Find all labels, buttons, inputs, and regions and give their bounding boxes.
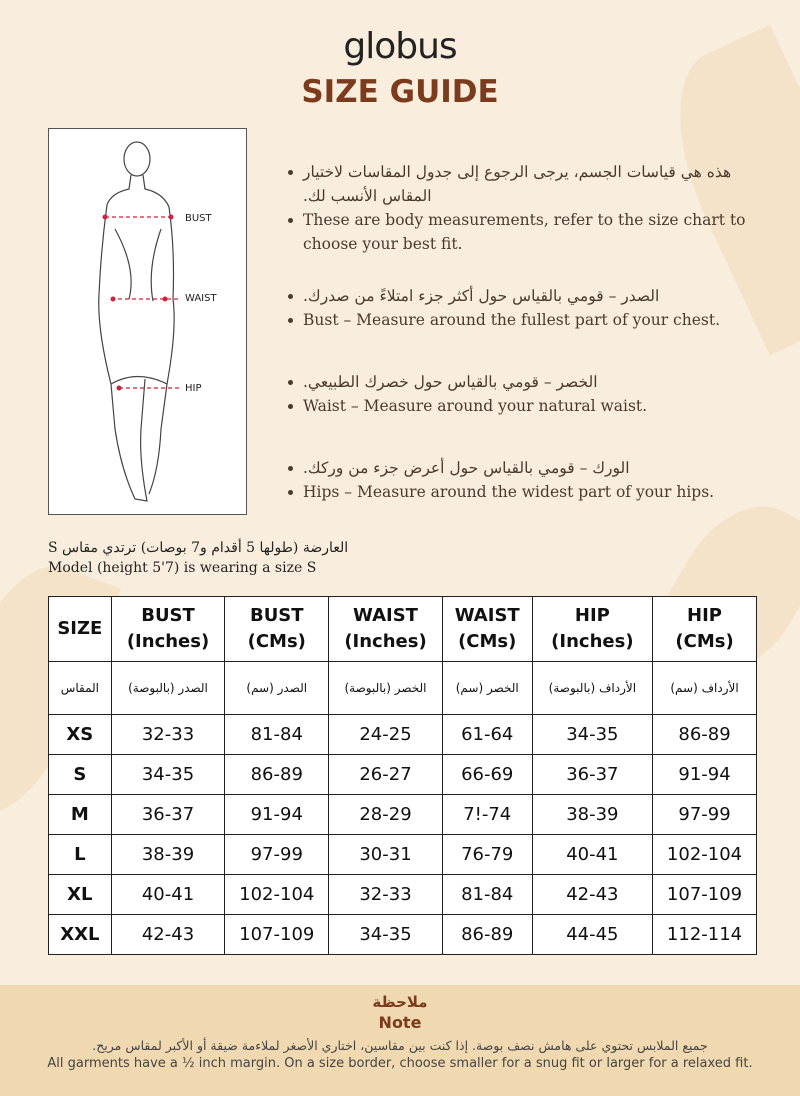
column-header-ar: الصدر (بالبوصة) [111, 662, 225, 715]
column-header [225, 597, 329, 662]
table-cell: 91-94 [653, 755, 757, 795]
table-cell: 30-31 [329, 835, 443, 875]
note-section [0, 985, 800, 1096]
instruction-en: Hips – Measure around the widest part of your hips. [303, 483, 715, 501]
header-line: SIZE [57, 618, 103, 639]
table-cell: XL [49, 875, 112, 915]
table-row [49, 915, 757, 955]
instruction-en: Bust – Measure around the fullest part of your chest. [303, 311, 720, 329]
bust-label: BUST [185, 213, 212, 224]
column-header [111, 597, 225, 662]
bullet-icon [288, 170, 293, 175]
model-info-ar: العارضة (طولها 5 أقدام و7 بوصات) ترتدي مقاس S [48, 540, 349, 556]
header-line: BUST [249, 605, 304, 626]
column-header [49, 597, 112, 662]
table-cell: 102-104 [653, 835, 757, 875]
table-cell: 86-89 [225, 755, 329, 795]
table-cell: 26-27 [329, 755, 443, 795]
header-unit: (Inches) [126, 631, 210, 652]
column-header-ar: الخصر (سم) [442, 662, 532, 715]
table-cell: 36-37 [532, 755, 652, 795]
header-unit: (Inches) [344, 631, 427, 652]
table-cell: 32-33 [329, 875, 443, 915]
table-cell: 34-35 [111, 755, 225, 795]
table-cell: 86-89 [442, 915, 532, 955]
note-title-en: Note [378, 1013, 422, 1032]
table-cell: 38-39 [111, 835, 225, 875]
note-text-en: All garments have a ½ inch margin. On a size border, choose smaller for a snug fit or larger for a relaxed fit. [47, 1056, 753, 1071]
instruction-ar: الورك – قومي بالقياس حول أعرض جزء من وركك. [303, 459, 630, 477]
table-cell: 97-99 [653, 795, 757, 835]
instruction-ar: الخصر – قومي بالقياس حول خصرك الطبيعي. [303, 373, 598, 391]
table-cell: S [49, 755, 112, 795]
column-header-ar: الخصر (بالبوصة) [329, 662, 443, 715]
table-cell: 107-109 [653, 875, 757, 915]
table-cell: 81-84 [225, 715, 329, 755]
header-row-en [49, 597, 757, 662]
bullet-icon [288, 404, 293, 409]
table-cell: 97-99 [225, 835, 329, 875]
instruction-ar: الصدر – قومي بالقياس حول أكثر جزء امتلاءً من صدرك. [303, 287, 660, 305]
table-row [49, 835, 757, 875]
table-cell: 34-35 [329, 915, 443, 955]
table-cell: 66-69 [442, 755, 532, 795]
table-cell: XXL [49, 915, 112, 955]
measurement-instructions [288, 160, 758, 526]
table-cell: 36-37 [111, 795, 225, 835]
table-cell: 42-43 [111, 915, 225, 955]
body-outline-icon [49, 129, 246, 514]
table-cell: 102-104 [225, 875, 329, 915]
table-cell: 7!-74 [442, 795, 532, 835]
bullet-icon [288, 318, 293, 323]
column-header [329, 597, 443, 662]
table-cell: M [49, 795, 112, 835]
table-cell: 61-64 [442, 715, 532, 755]
bullet-icon [288, 466, 293, 471]
column-header-ar: المقاس [49, 662, 112, 715]
table-cell: 34-35 [532, 715, 652, 755]
table-cell: 86-89 [653, 715, 757, 755]
table-cell: 107-109 [225, 915, 329, 955]
column-header [653, 597, 757, 662]
header-line: WAIST [454, 605, 520, 626]
body-figure [48, 128, 247, 515]
instruction-ar: هذه هي قياسات الجسم، يرجى الرجوع إلى جدول المقاسات لاختيار المقاس الأنسب لك. [303, 163, 732, 205]
header-line: WAIST [353, 605, 418, 626]
table-cell: 28-29 [329, 795, 443, 835]
table-cell: 40-41 [111, 875, 225, 915]
column-header-ar: الصدر (سم) [225, 662, 329, 715]
column-header [442, 597, 532, 662]
hip-label: HIP [185, 383, 202, 394]
table-cell: L [49, 835, 112, 875]
model-info-en: Model (height 5'7) is wearing a size S [48, 560, 317, 576]
header-row-ar [49, 662, 757, 715]
header-unit: (CMs) [247, 631, 306, 652]
table-cell: 24-25 [329, 715, 443, 755]
page-title: SIZE GUIDE [301, 74, 499, 110]
note-title-ar: ملاحظة [372, 993, 428, 1011]
bullet-icon [288, 490, 293, 495]
table-cell: 44-45 [532, 915, 652, 955]
header-unit: (Inches) [551, 631, 634, 652]
table-row [49, 755, 757, 795]
column-header [532, 597, 652, 662]
table-cell: XS [49, 715, 112, 755]
header-line: HIP [687, 605, 723, 626]
bullet-icon [288, 218, 293, 223]
table-cell: 40-41 [532, 835, 652, 875]
waist-label: WAIST [185, 293, 217, 304]
instruction-en: Waist – Measure around your natural waist. [303, 397, 648, 415]
header-unit: (CMs) [675, 631, 734, 652]
header-line: HIP [574, 605, 610, 626]
table-cell: 76-79 [442, 835, 532, 875]
header-line: BUST [141, 605, 195, 626]
column-header-ar: الأرداف (بالبوصة) [532, 662, 652, 715]
column-header-ar: الأرداف (سم) [653, 662, 757, 715]
header-unit: (CMs) [458, 631, 517, 652]
brand-logo: globus [343, 26, 457, 67]
table-row [49, 795, 757, 835]
model-info [48, 538, 348, 578]
table-cell: 81-84 [442, 875, 532, 915]
note-text-ar: جميع الملابس تحتوي على هامش نصف بوصة. إذا كنت بين مقاسين، اختاري الأصغر لملاءمة ضيقة أو الأكبر لمقاس مريح. [92, 1038, 708, 1053]
table-cell: 112-114 [653, 915, 757, 955]
table-cell: 42-43 [532, 875, 652, 915]
table-cell: 38-39 [532, 795, 652, 835]
instruction-en: These are body measurements, refer to the size chart to choose your best fit. [303, 211, 746, 253]
bullet-icon [288, 294, 293, 299]
table-row [49, 875, 757, 915]
size-chart-table [48, 596, 757, 955]
bullet-icon [288, 380, 293, 385]
table-row [49, 715, 757, 755]
table-cell: 91-94 [225, 795, 329, 835]
table-cell: 32-33 [111, 715, 225, 755]
